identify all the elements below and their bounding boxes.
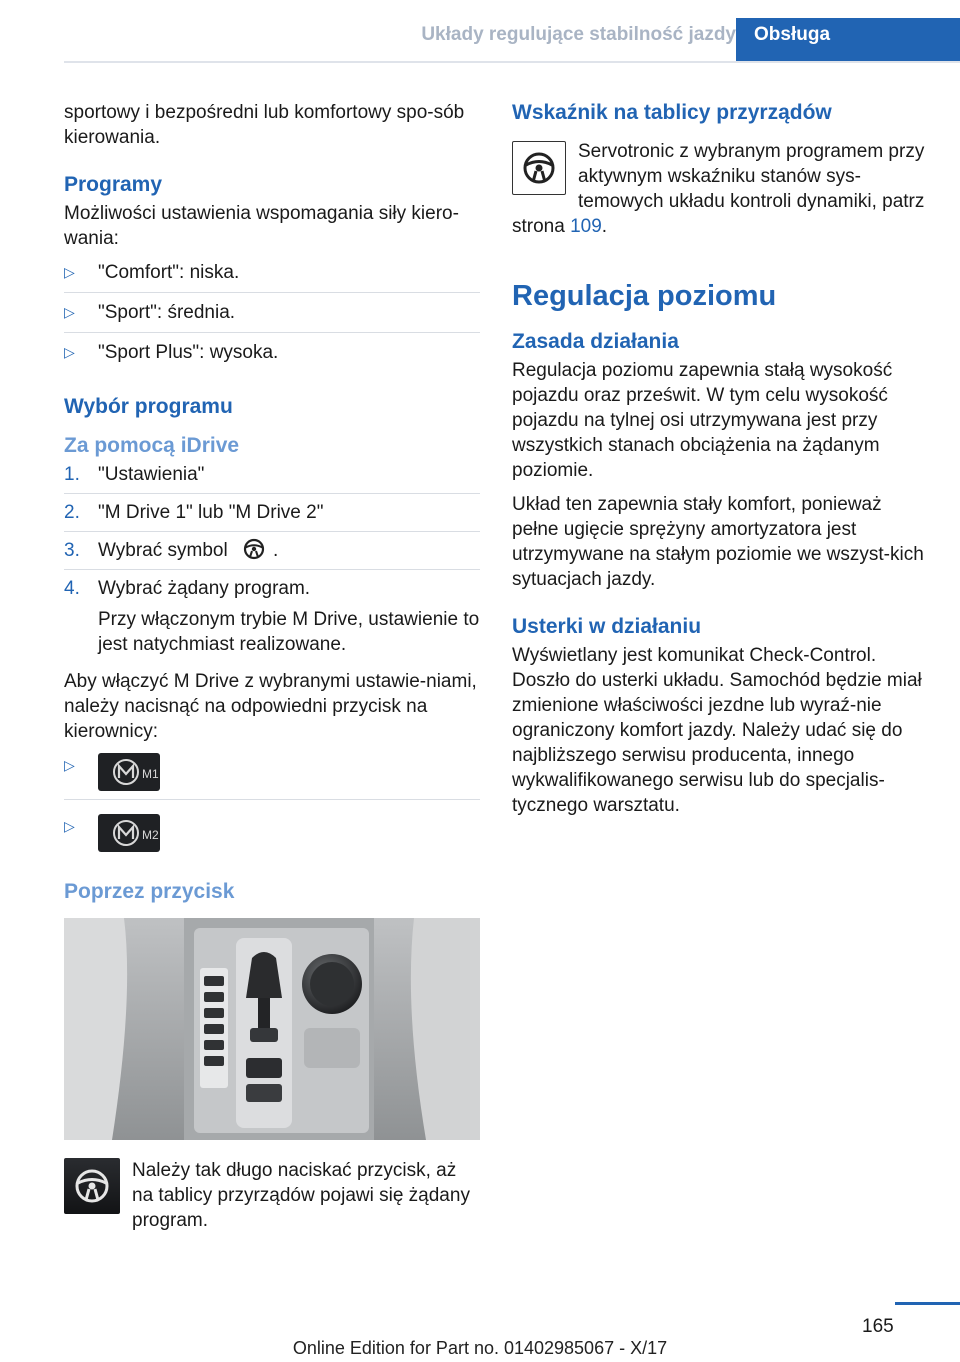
step-suffix: . <box>272 540 279 561</box>
mdrive-text: Aby włączyć M Drive z wybranymi ustawie-niami, należy nacisnąć na odpowiedni przycisk na kierownicy: <box>64 671 477 742</box>
running-header-section: Układy regulujące stabilność jazdy <box>421 24 736 45</box>
programs-heading: Programy <box>64 173 163 196</box>
principle-paragraph-1: Regulacja poziomu zapewnia stałą wysokość pojazdu oraz prześwit. W tym celu wysokość pojazdu na tylnej osi utrzymywana jest przy wszystkich stanach obciążenia na żądanym poziomie. <box>512 360 893 481</box>
step-text: Wybrać symbol <box>98 540 228 561</box>
m2-button-icon <box>98 814 160 852</box>
list-item <box>64 500 480 532</box>
indicator-paragraph: Servotronic z wybranym programem przy aktywnym wskaźniku stanów sys-temowych układu kontroli dynamiki, patrz strona 109. <box>512 141 925 237</box>
triangle-bullet-icon: ▷ <box>64 818 75 834</box>
step-number: 3. <box>64 540 80 561</box>
edition-footer: Online Edition for Part no. 01402985067 - X/17 <box>292 1338 668 1358</box>
steering-indicator-icon <box>64 1158 120 1214</box>
triangle-bullet-icon: ▷ <box>64 304 75 320</box>
level-heading: Regulacja poziomu <box>512 280 777 312</box>
right-column <box>512 100 928 827</box>
steps-list <box>64 462 480 663</box>
header-divider <box>64 61 960 63</box>
programs-list <box>64 260 480 372</box>
list-item-text: "Sport": średnia. <box>98 302 236 323</box>
list-item <box>64 576 480 663</box>
footer-accent-rule <box>895 1302 960 1305</box>
step-number: 1. <box>64 464 80 485</box>
fault-heading: Usterki w działaniu <box>512 615 702 638</box>
button-text: Należy tak długo naciskać przycisk, aż na tablicy przyrządów pojawi się żądany program. <box>132 1160 470 1231</box>
center-console-photo <box>64 918 480 1140</box>
list-item <box>64 462 480 494</box>
steering-indicator-icon <box>512 141 566 195</box>
page-reference-link[interactable]: 109 <box>570 216 602 237</box>
button-heading: Poprzez przycisk <box>64 880 235 903</box>
steering-wheel-icon <box>239 538 269 560</box>
principle-paragraph-2: Układ ten zapewnia stały komfort, ponieważ pełne ugięcie sprężyny amortyzatora jest utrzymywane na stałym poziomie we wszyst-kich sytuacjach jazdy. <box>512 494 924 590</box>
running-header-tab: Obsługa <box>736 18 960 61</box>
step-note: Przy włączonym trybie M Drive, ustawienie to jest natychmiast realizowane. <box>98 609 480 655</box>
list-item <box>64 260 480 293</box>
programs-text: Możliwości ustawienia wspomagania siły kiero-wania: <box>64 203 459 249</box>
step-text: "Ustawienia" <box>98 464 205 485</box>
m2-label: M2 <box>142 828 159 842</box>
list-item <box>64 340 480 372</box>
page-number: 165 <box>862 1316 894 1337</box>
triangle-bullet-icon: ▷ <box>64 264 75 280</box>
indicator-heading: Wskaźnik na tablicy przyrządów <box>512 101 832 124</box>
triangle-bullet-icon: ▷ <box>64 757 75 773</box>
step-text: "M Drive 1" lub "M Drive 2" <box>98 502 324 523</box>
m1-button-icon <box>98 753 160 791</box>
step-number: 2. <box>64 502 80 523</box>
mdrive-buttons-list <box>64 753 480 859</box>
left-column <box>64 100 480 1242</box>
step-number: 4. <box>64 578 80 599</box>
list-item <box>64 814 480 859</box>
step-text: Wybrać żądany program. <box>98 578 311 599</box>
indicator-text: Servotronic z wybranym programem przy aktywnym wskaźniku stanów sys-temowych układu kontroli dynamiki, patrz strona <box>512 141 925 237</box>
triangle-bullet-icon: ▷ <box>64 344 75 360</box>
list-item <box>64 300 480 333</box>
m1-label: M1 <box>142 767 159 781</box>
list-item-text: "Comfort": niska. <box>98 262 240 283</box>
list-item <box>64 538 480 570</box>
select-program-heading: Wybór programu <box>64 395 233 418</box>
fault-paragraph: Wyświetlany jest komunikat Check-Control. Doszło do usterki układu. Samochód będzie miał zmienione właściwości jezdne lub wyraź-nie ograniczony komfort jazdy. Należy udać się do najbliższego serwisu producenta, innego wykwalifikowanego serwisu lub do specjalis-tycznego warsztatu. <box>512 645 922 816</box>
idrive-heading: Za pomocą iDrive <box>64 434 240 457</box>
principle-heading: Zasada działania <box>512 330 679 353</box>
intro-paragraph: sportowy i bezpośredni lub komfortowy spo-sób kierowania. <box>64 102 465 148</box>
list-item-text: "Sport Plus": wysoka. <box>98 342 279 363</box>
list-item <box>64 753 480 800</box>
